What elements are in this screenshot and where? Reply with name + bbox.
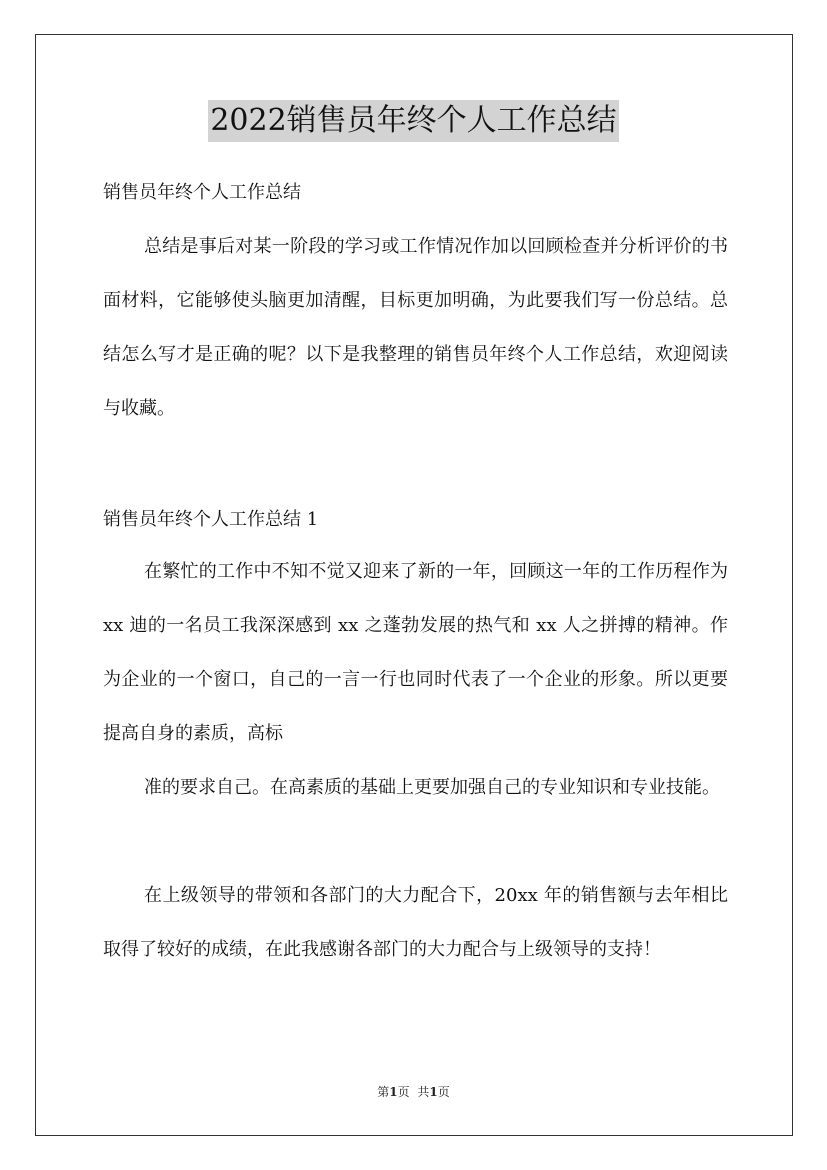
- footer-total-suffix: 页: [437, 1085, 450, 1099]
- document-title: 2022销售员年终个人工作总结: [208, 100, 618, 142]
- footer-page-number: 1: [389, 1085, 398, 1099]
- footer-total-number: 1: [429, 1085, 438, 1099]
- page-footer: [0, 1084, 827, 1100]
- footer-page-prefix: 第: [377, 1085, 390, 1099]
- body-paragraph-3: 在上级领导的带领和各部门的大力配合下，20xx 年的销售额与去年相比取得了较好的成绩，在此我感谢各部门的大力配合与上级领导的支持！: [103, 885, 728, 960]
- title-container: [0, 100, 827, 142]
- intro-paragraph: 总结是事后对某一阶段的学习或工作情况作加以回顾检查并分析评价的书面材料，它能够使头脑更加清醒，目标更加明确，为此要我们写一份总结。总结怎么写才是正确的呢？以下是我整理的销售员年终个人工作总结，欢迎阅读与收藏。: [103, 236, 728, 419]
- body-paragraph-1: 在繁忙的工作中不知不觉又迎来了新的一年，回顾这一年的工作历程作为 xx 迪的一名员工我深深感到 xx 之蓬勃发展的热气和 xx 人之拼搏的精神。作为企业的一个窗口，自己的一言一行也同时代表了一个企业的形象。所以更要提高自身的素质，高标: [103, 561, 728, 744]
- footer-page-suffix: 页: [397, 1085, 410, 1099]
- subsection-heading: 销售员年终个人工作总结 1: [103, 509, 319, 530]
- section-heading: 销售员年终个人工作总结: [103, 182, 301, 203]
- body-paragraph-2: 准的要求自己。在高素质的基础上更要加强自己的专业知识和专业技能。: [144, 777, 720, 798]
- footer-total-prefix: 共: [417, 1085, 430, 1099]
